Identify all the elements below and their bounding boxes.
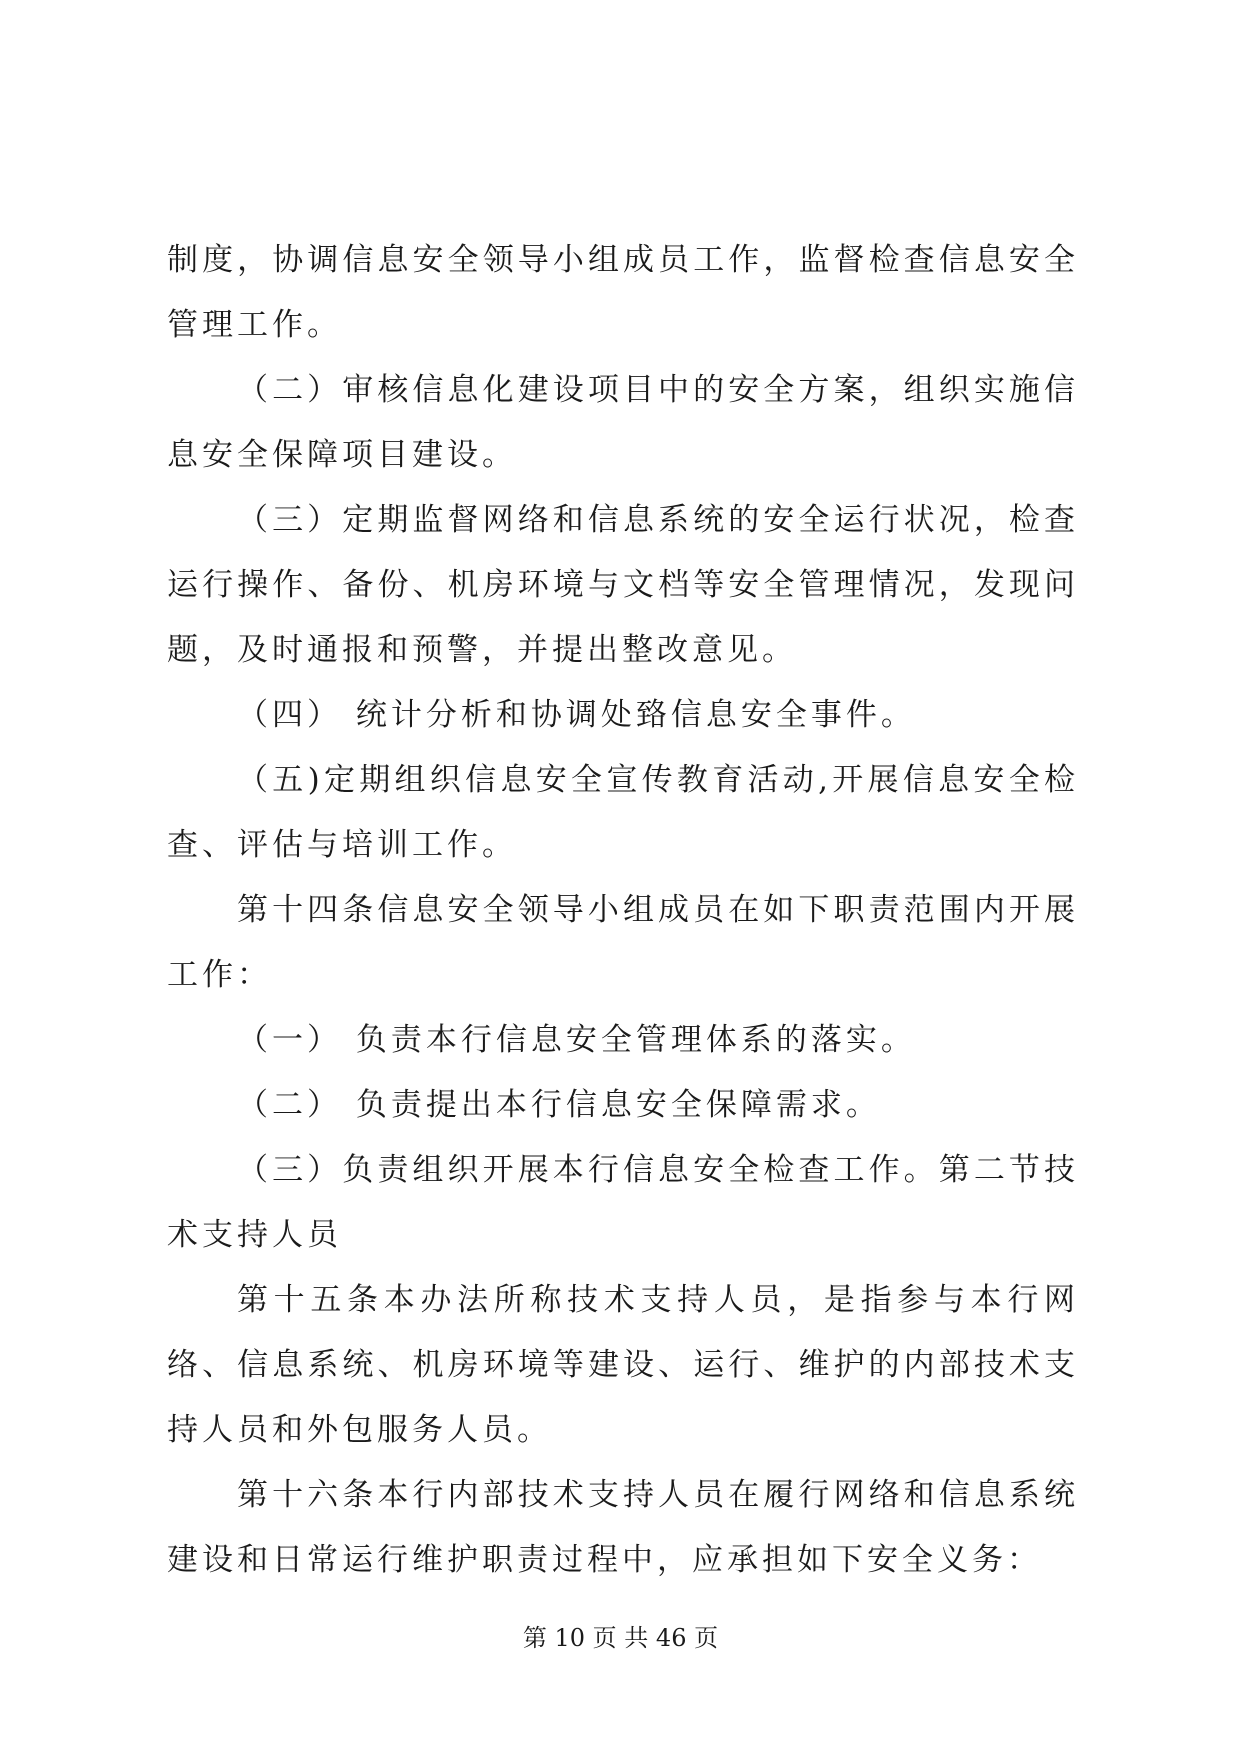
paragraph-8: （二） 负责提出本行信息安全保障需求。: [237, 1087, 881, 1123]
paragraph-5: （五)定期组织信息安全宣传教育活动,开展信息安全检查、评估与培训工作。: [167, 762, 1079, 863]
page-number-footer: 第 10 页 共 46 页: [522, 1624, 719, 1652]
paragraph-7: （一） 负责本行信息安全管理体系的落实。: [237, 1022, 916, 1058]
paragraph-10: 第十五条本办法所称技术支持人员，是指参与本行网络、信息系统、机房环境等建设、运行、维护的内部技术支持人员和外包服务人员。: [167, 1282, 1079, 1448]
paragraph-3: （三）定期监督网络和信息系统的安全运行状况，检查运行操作、备份、机房环境与文档等安全管理情况，发现问题，及时通报和预警，并提出整改意见。: [167, 502, 1079, 668]
paragraph-4: （四） 统计分析和协调处臵信息安全事件。: [237, 697, 916, 733]
paragraph-11: 第十六条本行内部技术支持人员在履行网络和信息系统建设和日常运行维护职责过程中，应承担如下安全义务：: [167, 1477, 1079, 1578]
paragraph-6: 第十四条信息安全领导小组成员在如下职责范围内开展工作：: [167, 892, 1079, 993]
paragraph-2: （二）审核信息化建设项目中的安全方案，组织实施信息安全保障项目建设。: [167, 372, 1079, 473]
paragraph-1: 制度，协调信息安全领导小组成员工作，监督检查信息安全管理工作。: [167, 242, 1079, 343]
document-body: [167, 228, 1079, 1593]
paragraph-9: （三）负责组织开展本行信息安全检查工作。第二节技术支持人员: [167, 1152, 1079, 1253]
